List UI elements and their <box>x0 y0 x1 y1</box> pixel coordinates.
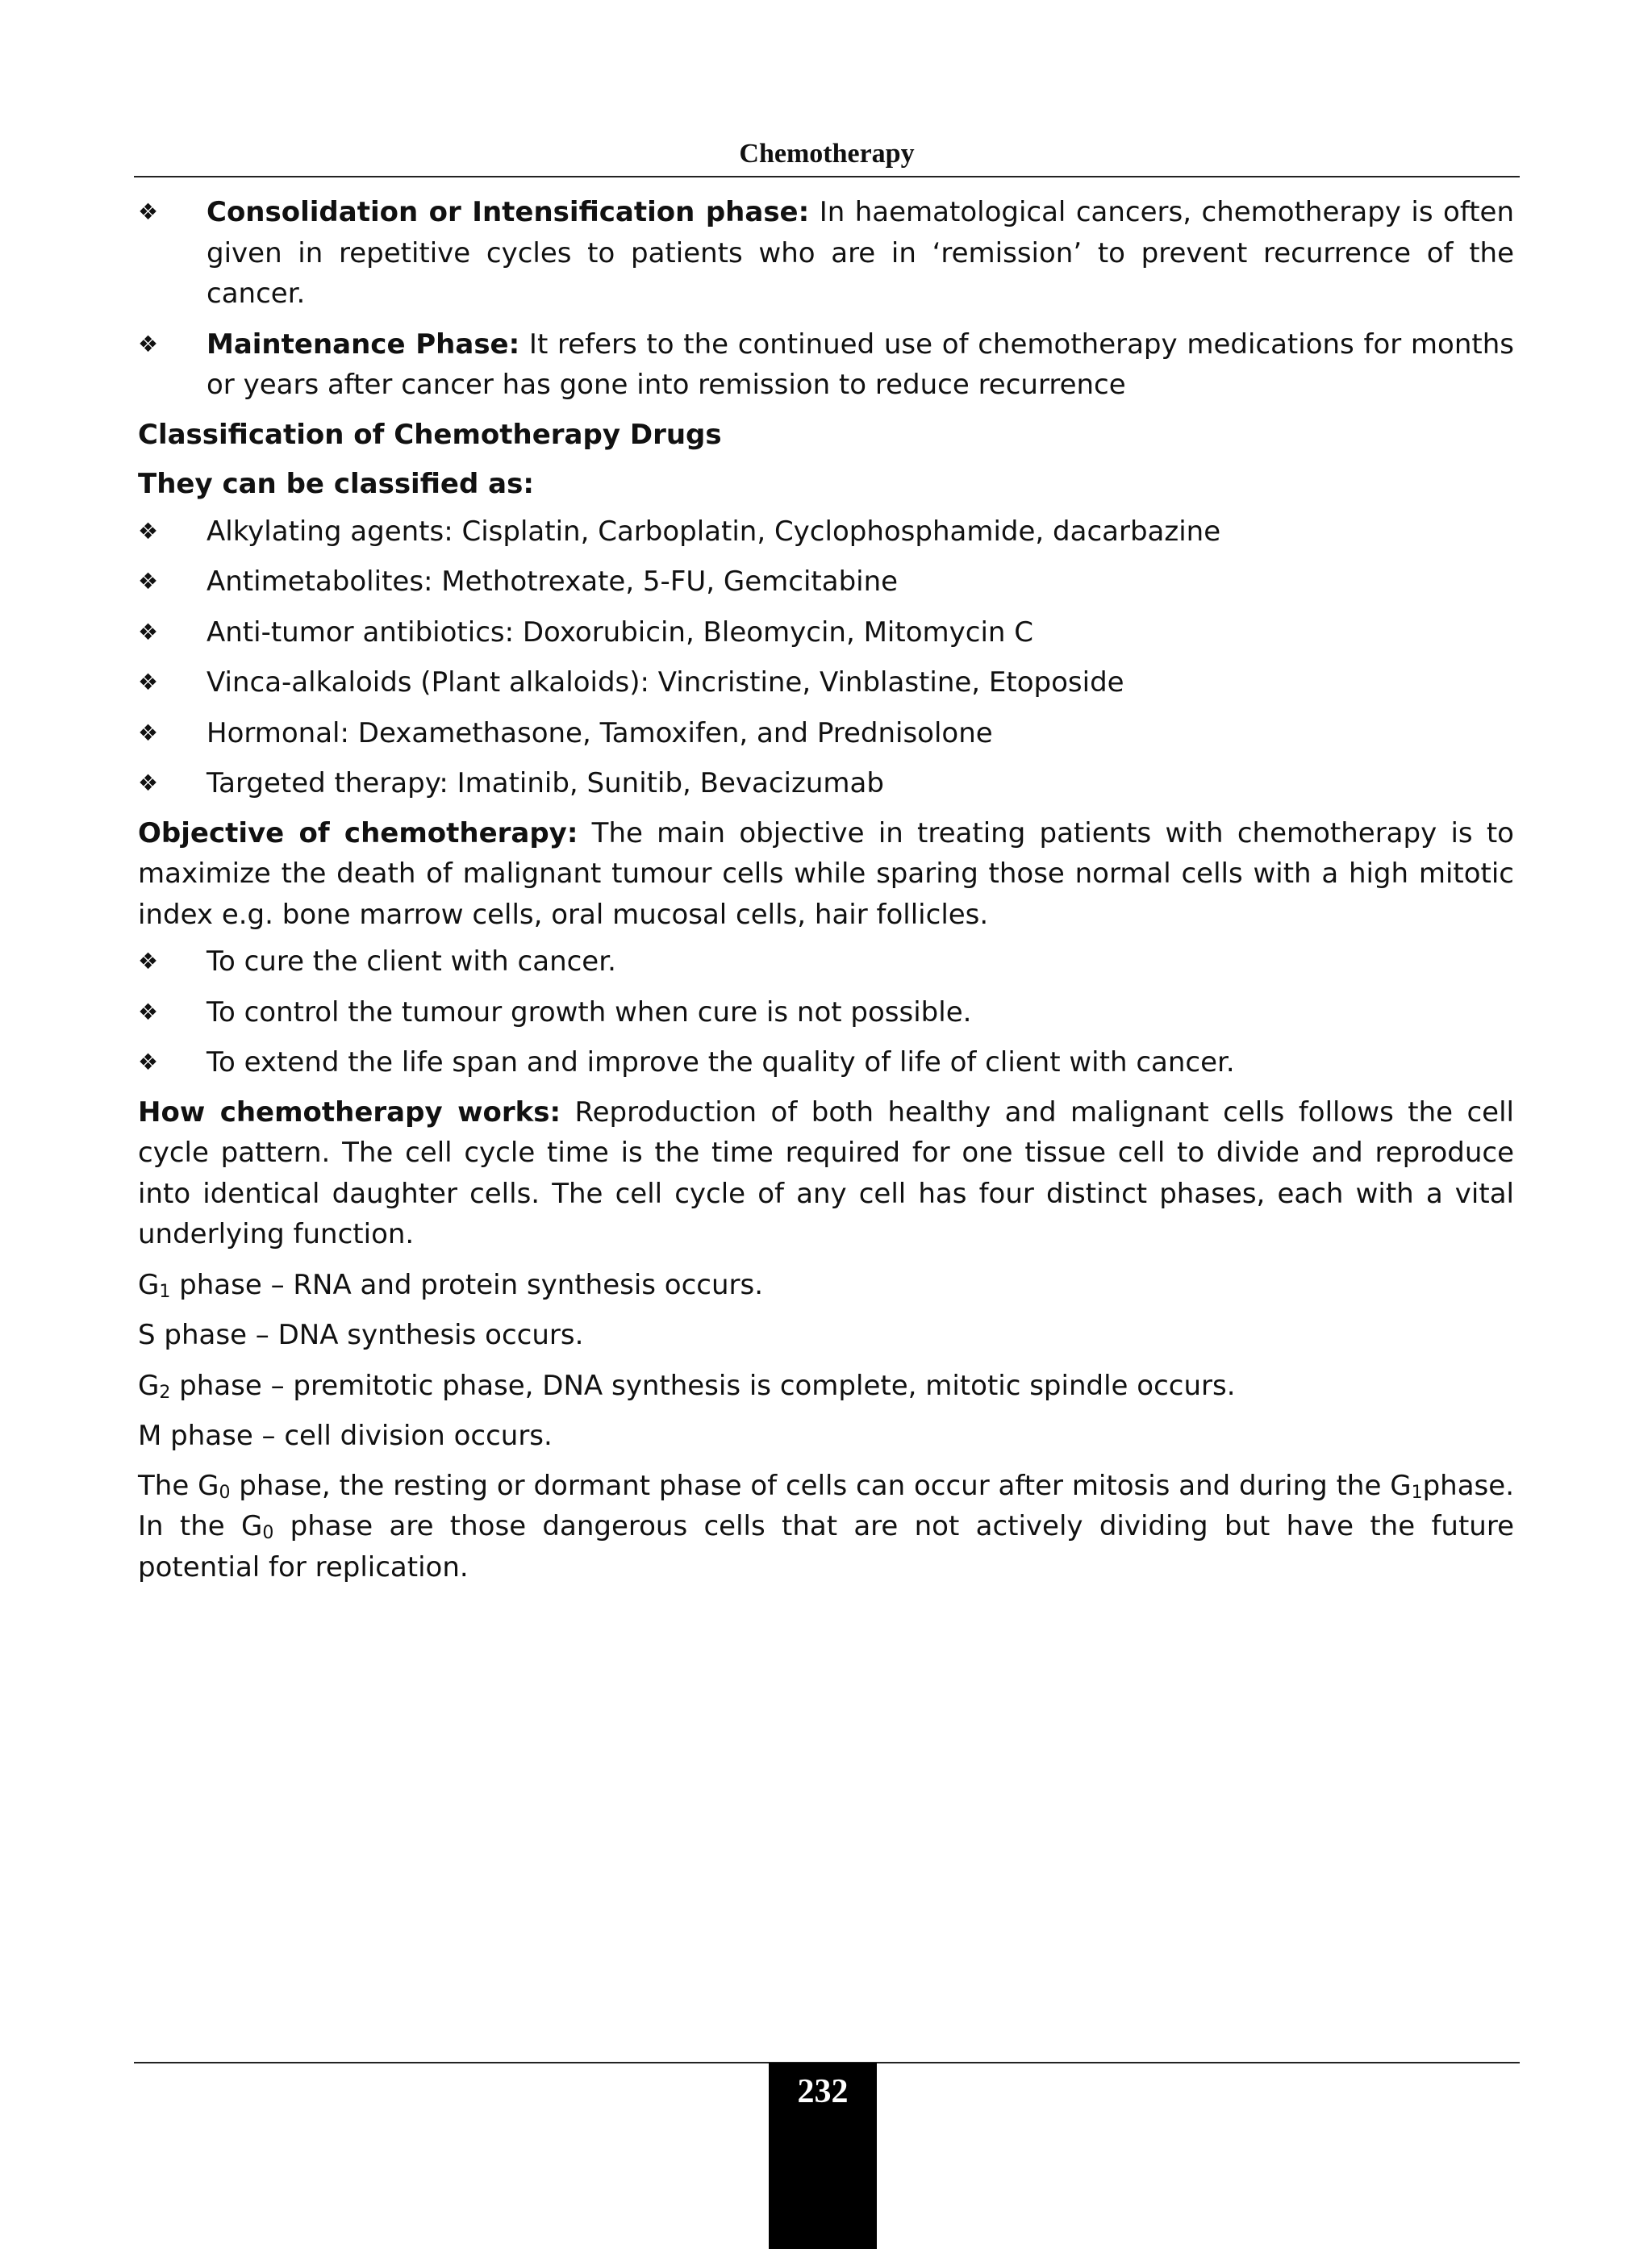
m-phase-line: M phase – cell division occurs. <box>138 1420 553 1452</box>
drug-class-text: Hormonal: Dexamethasone, Tamoxifen, and Prednisolone <box>206 716 993 749</box>
objective-paragraph <box>138 813 1514 936</box>
drug-class-text: Anti-tumor antibiotics: Doxorubicin, Bleomycin, Mitomycin C <box>206 615 1033 649</box>
diamond-bullet-icon: ❖ <box>138 1049 159 1075</box>
drug-class-text: Alkylating agents: Cisplatin, Carboplatin, Cyclophosphamide, dacarbazine <box>206 515 1221 548</box>
phase-item <box>138 192 1514 315</box>
phase-item <box>138 324 1514 406</box>
diamond-bullet-icon: ❖ <box>138 198 159 225</box>
diamond-bullet-icon: ❖ <box>138 770 159 796</box>
page-number: 232 <box>797 2073 849 2110</box>
objective-label: Objective of chemotherapy: <box>138 816 578 849</box>
list-item <box>138 511 1514 553</box>
objective-item-text: To control the tumour growth when cure is not possible. <box>206 995 972 1029</box>
phase-label: Consolidation or Intensification phase: <box>206 196 810 228</box>
phase-label: Maintenance Phase: <box>206 328 520 361</box>
list-item <box>138 561 1514 603</box>
works-text: Reproduction of both healthy and malignant cells follows the cell cycle pattern. The cell cycle time is the time required for one tissue cell to divide and reproduce into identical daughter cells. The cell cycle of any cell has four distinct phases, each with a vital underlying function. <box>138 1095 1514 1250</box>
objective-text: The main objective in treating patients with chemotherapy is to maximize the death of malignant tumour cells while sparing those normal cells with a high mitotic index e.g. bone marrow cells, oral mucosal cells, hair follicles. <box>138 816 1514 931</box>
list-item <box>138 763 1514 804</box>
diamond-bullet-icon: ❖ <box>138 618 159 645</box>
list-item <box>138 713 1514 754</box>
section-subheading: They can be classified as: <box>138 468 534 500</box>
phase-text: In haematological cancers, chemotherapy is often given in repetitive cycles to patients who are in ‘remission’ to prevent recurrence of the cancer. <box>206 196 1514 310</box>
objective-item-text: To extend the life span and improve the quality of life of client with cancer. <box>206 1046 1235 1079</box>
drug-class-text: Antimetabolites: Methotrexate, 5-FU, Gemcitabine <box>206 565 899 598</box>
list-item <box>138 941 1514 983</box>
s-phase-line: S phase – DNA synthesis occurs. <box>138 1319 584 1351</box>
diamond-bullet-icon: ❖ <box>138 719 159 746</box>
diamond-bullet-icon: ❖ <box>138 568 159 595</box>
list-item <box>138 612 1514 653</box>
g2-phase-line: $G_2$ phase – premitotic phase, DNA synthesis is complete, mitotic spindle occurs. <box>138 1369 1236 1403</box>
drug-class-text: Vinca-alkaloids (Plant alkaloids): Vincristine, Vinblastine, Etoposide <box>206 666 1124 699</box>
diamond-bullet-icon: ❖ <box>138 998 159 1025</box>
phase-text: It refers to the continued use of chemotherapy medications for months or years after cancer has gone into remission to reduce recurrence <box>206 328 1514 401</box>
drug-class-text: Targeted therapy: Imatinib, Sunitib, Bevacizumab <box>206 767 884 799</box>
diamond-bullet-icon: ❖ <box>138 948 159 974</box>
works-label: How chemotherapy works: <box>138 1095 561 1129</box>
page-content <box>138 186 1514 1588</box>
diamond-bullet-icon: ❖ <box>138 330 159 357</box>
list-item <box>138 662 1514 703</box>
diamond-bullet-icon: ❖ <box>138 517 159 545</box>
section-heading: Classification of Chemotherapy Drugs <box>138 418 722 451</box>
diamond-bullet-icon: ❖ <box>138 669 159 695</box>
list-item <box>138 1042 1514 1083</box>
g1-phase-line: $G_1$ phase – RNA and protein synthesis occurs. <box>138 1268 764 1302</box>
running-header: Chemotherapy <box>739 139 915 169</box>
works-paragraph <box>138 1092 1514 1255</box>
list-item <box>138 992 1514 1033</box>
page-number-tab <box>769 2063 877 2249</box>
header-rule <box>134 176 1520 177</box>
g0-paragraph: The $G_0$ phase, the resting or dormant phase of cells can occur after mitosis and during the $G_1phase$. In the $G_0$ phase are those dangerous cells that are not actively dividing but have the future potential for replication. <box>138 1469 1514 1583</box>
objective-item-text: To cure the client with cancer. <box>206 945 616 978</box>
